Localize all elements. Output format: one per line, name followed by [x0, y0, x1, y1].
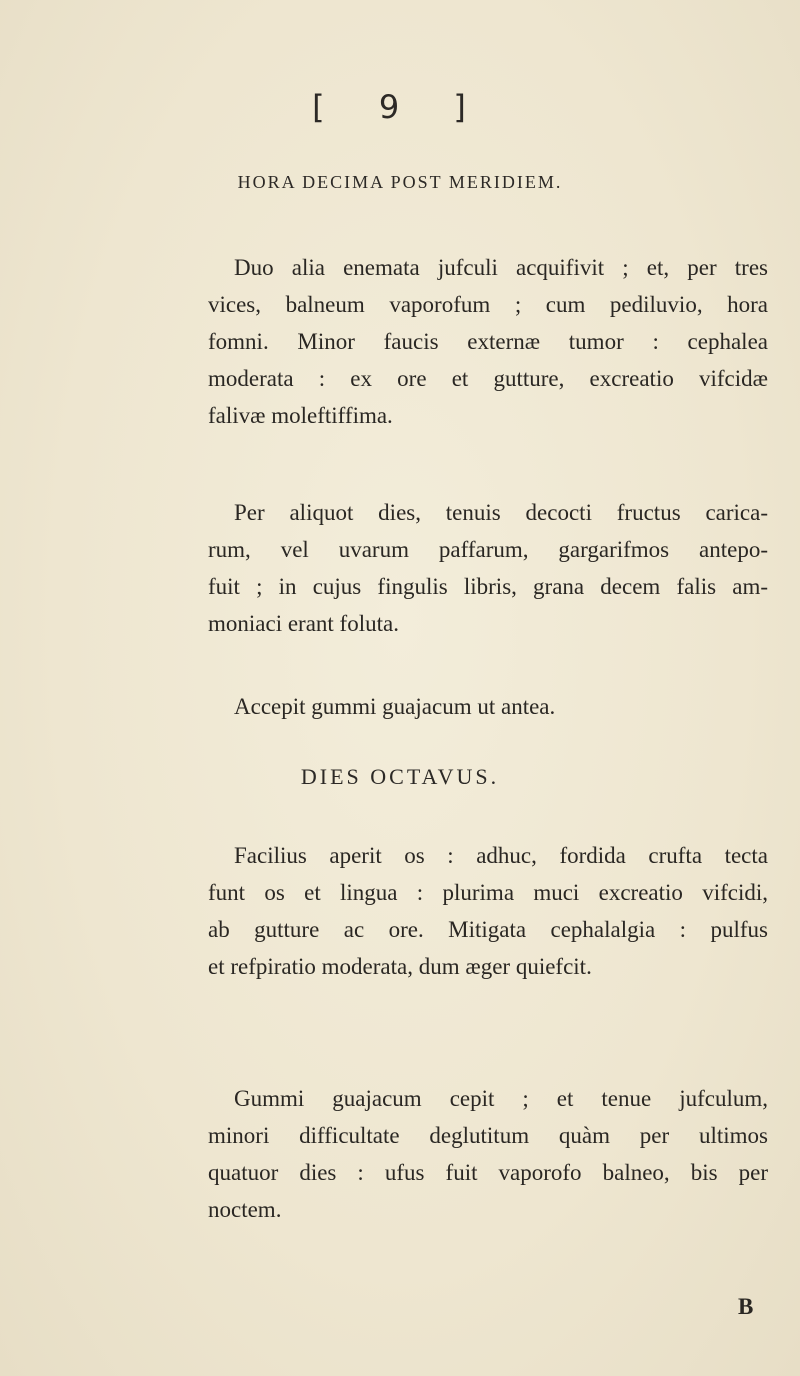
text-line: vices, balneum vaporofum ; cum pediluvio, hora: [208, 292, 768, 317]
text-line: Gummi guajacum cepit ; et tenue jufculum,: [234, 1086, 768, 1111]
paragraph-3: [208, 688, 768, 725]
text-line: Duo alia enemata jufculi acquifivit ; et, per tres: [234, 255, 768, 280]
text-line: fuit ; in cujus fingulis libris, grana decem falis am-: [208, 574, 768, 599]
text-line: Per aliquot dies, tenuis decocti fructus carica-: [234, 500, 768, 525]
text-line: quatuor dies : ufus fuit vaporofo balneo, bis per: [208, 1160, 768, 1185]
text-line: minori difficultate deglutitum quàm per ultimos: [208, 1123, 768, 1148]
text-line: moderata : ex ore et gutture, excreatio vifcidæ: [208, 366, 768, 391]
text-line: fomni. Minor faucis externæ tumor : cephalea: [208, 329, 768, 354]
text-line: et refpiratio moderata, dum æger quiefcit.: [208, 954, 592, 979]
paragraph-2: [208, 494, 768, 642]
text-line: funt os et lingua : plurima muci excreatio vifcidi,: [208, 880, 768, 905]
text-line: falivæ moleftiffima.: [208, 403, 393, 428]
text-line: ab gutture ac ore. Mitigata cephalalgia : pulfus: [208, 917, 768, 942]
text-line: Facilius aperit os : adhuc, fordida crufta tecta: [234, 843, 768, 868]
page-number: [ 9 ]: [312, 88, 488, 126]
text-line: moniaci erant foluta.: [208, 611, 399, 636]
section-heading-dies-octavus: DIES OCTAVUS.: [300, 764, 500, 789]
text-line: Accepit gummi guajacum ut antea.: [234, 694, 556, 719]
paragraph-4: [208, 837, 768, 985]
text-line: rum, vel uvarum paffarum, gargarifmos antepo-: [208, 537, 768, 562]
text-line: noctem.: [208, 1197, 282, 1222]
catchword: B: [738, 1294, 754, 1319]
paragraph-1: [208, 249, 768, 434]
paragraph-5: [208, 1080, 768, 1228]
section-heading-hora-decima: HORA DECIMA POST MERIDIEM.: [237, 172, 563, 192]
